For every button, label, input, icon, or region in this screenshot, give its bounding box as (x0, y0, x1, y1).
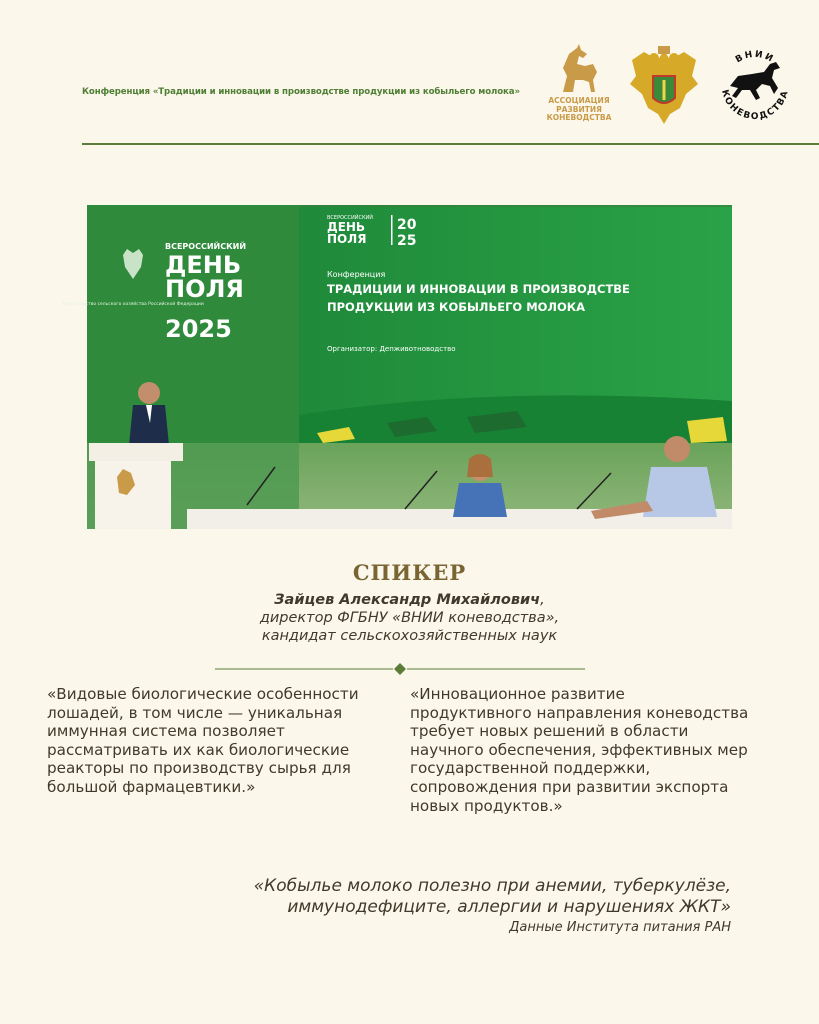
association-logo-text: АССОЦИАЦИЯ РАЗВИТИЯ КОНЕВОДСТВА (546, 96, 612, 122)
speaker-info: Зайцев Александр Михайлович, директор ФГБНУ «ВНИИ коневодства», кандидат сельскохозяйственных наук (0, 591, 819, 645)
svg-text:Организатор: Депживотноводство: Организатор: Депживотноводство (327, 345, 456, 353)
speaker-name: Зайцев Александр Михайлович (274, 592, 541, 608)
association-logo (543, 42, 615, 126)
ministry-emblem-logo (626, 42, 702, 128)
podium (89, 443, 183, 529)
highlight-quote (171, 876, 731, 918)
header-divider (82, 143, 819, 145)
quote-right: «Инновационное развитие продуктивного направления коневодства требует новых решений в области научного обеспечения, эффективных мер государственной поддержки, сопровождения при развитии экспорта новых продуктов.» (410, 685, 749, 815)
svg-text:ПОЛЯ: ПОЛЯ (327, 232, 367, 246)
svg-text:Конференция: Конференция (327, 270, 386, 279)
svg-text:ПРОДУКЦИИ ИЗ КОБЫЛЬЕГО МОЛОКА: ПРОДУКЦИИ ИЗ КОБЫЛЬЕГО МОЛОКА (327, 300, 586, 314)
svg-text:ТРАДИЦИИ И ИННОВАЦИИ В ПРОИЗВО: ТРАДИЦИИ И ИННОВАЦИИ В ПРОИЗВОДСТВЕ (327, 282, 630, 296)
conference-photo (62, 205, 732, 529)
svg-text:ДЕНЬ: ДЕНЬ (327, 220, 366, 234)
svg-text:ВНИИ: ВНИИ (734, 49, 776, 66)
speaker-heading: СПИКЕР (352, 560, 467, 585)
banner-ministry: Министерство сельского хозяйства Российской Федерации (62, 302, 204, 307)
svg-text:КОНЕВОДСТВА: КОНЕВОДСТВА (719, 88, 791, 123)
projection-screen (299, 207, 732, 443)
highlight-line2: иммунодефиците, аллергии и нарушениях ЖКТ» (287, 897, 731, 917)
quote-left: «Видовые биологические особенности лошадей, в том числе — уникальная иммунная система позволяет рассматривать их как биологические реакторы по производству сырья для большой фармацевтики.» (47, 685, 359, 796)
banner-year: 2025 (165, 315, 232, 343)
horse-icon (543, 42, 615, 97)
highlight-line1: «Кобылье молоко полезно при анемии, туберкулёзе, (253, 876, 731, 896)
running-horse-icon (730, 62, 780, 100)
double-headed-eagle-icon (626, 42, 702, 128)
conference-title: Конференция «Традиции и инновации в производстве продукции из кобыльего молока» (82, 87, 520, 97)
svg-text:25: 25 (397, 233, 417, 249)
svg-text:20: 20 (397, 217, 417, 233)
speaker-position: директор ФГБНУ «ВНИИ коневодства», (259, 610, 560, 626)
vnii-logo (712, 42, 798, 128)
ornament-divider (215, 663, 585, 675)
banner-line2: ДЕНЬ (165, 251, 242, 279)
diamond-icon (394, 663, 406, 675)
banner-line3: ПОЛЯ (165, 275, 244, 303)
highlight-source: Данные Института питания РАН (509, 920, 731, 935)
svg-text:ВСЕРОССИЙСКИЙ: ВСЕРОССИЙСКИЙ (327, 215, 374, 221)
speaker-degree: кандидат сельскохозяйственных наук (261, 628, 558, 644)
banner-line1: ВСЕРОССИЙСКИЙ (165, 242, 247, 251)
